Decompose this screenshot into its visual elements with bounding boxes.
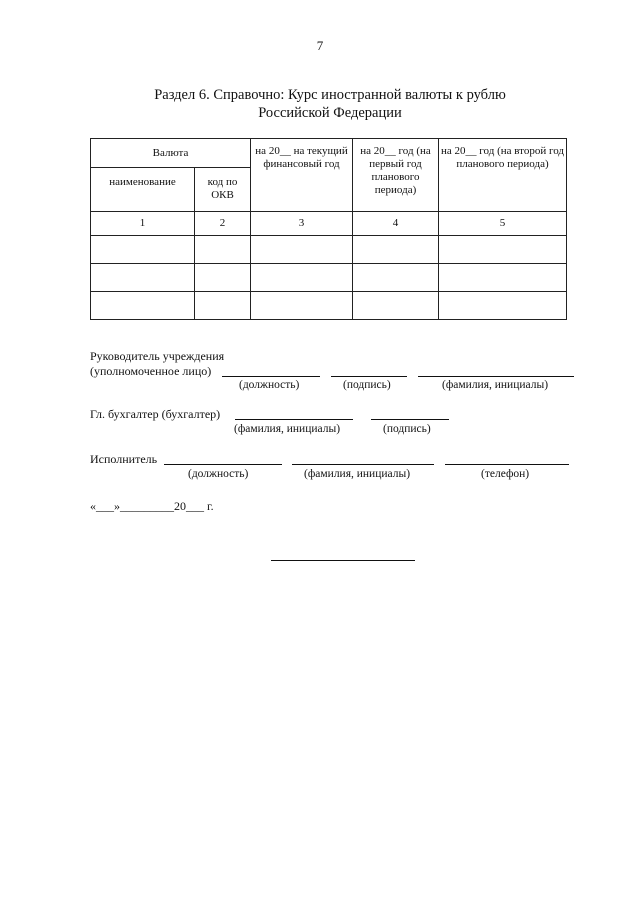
- header-second-plan-year: на 20__ год (на второй год планового периода): [439, 139, 567, 212]
- col-number-2: 2: [195, 212, 251, 236]
- executor-label: Исполнитель: [90, 452, 158, 466]
- section-title: [90, 86, 570, 122]
- authorized-person-label: (уполномоченное лицо): [90, 364, 212, 378]
- col-number-1: 1: [91, 212, 195, 236]
- title-line-2: Российской Федерации: [258, 105, 402, 121]
- caption-name: (фамилия, инициалы): [234, 423, 341, 435]
- caption-name: (фамилия, инициалы): [442, 379, 549, 391]
- header-okv-code: код по ОКВ: [195, 168, 251, 212]
- page-number: 7: [316, 38, 324, 53]
- caption-position: (должность): [239, 379, 300, 391]
- date-line: «___»_________20___ г.: [90, 499, 214, 513]
- executor-phone-line: [445, 464, 569, 465]
- table-row: [91, 292, 567, 320]
- executor-name-line: [292, 464, 434, 465]
- table-row: [91, 264, 567, 292]
- caption-name: (фамилия, инициалы): [304, 468, 411, 480]
- head-position-line: [222, 376, 320, 377]
- closing-separator: [271, 560, 415, 561]
- caption-position: (должность): [188, 468, 249, 480]
- caption-signature: (подпись): [383, 423, 431, 435]
- header-current-year: на 20__ на текущий финансовый год: [251, 139, 353, 212]
- executor-position-line: [164, 464, 282, 465]
- caption-phone: (телефон): [481, 468, 530, 480]
- head-signature-line: [331, 376, 407, 377]
- table-row: [91, 236, 567, 264]
- currency-rate-table: [90, 138, 567, 320]
- chief-accountant-label: Гл. бухгалтер (бухгалтер): [90, 407, 221, 421]
- col-number-4: 4: [353, 212, 439, 236]
- col-number-5: 5: [439, 212, 567, 236]
- head-label: Руководитель учреждения: [90, 349, 225, 363]
- accountant-signature-line: [371, 419, 449, 420]
- header-currency: Валюта: [91, 139, 251, 168]
- header-name: наименование: [91, 168, 195, 212]
- header-first-plan-year: на 20__ год (на первый год планового периода): [353, 139, 439, 212]
- head-name-line: [418, 376, 574, 377]
- table-numbers-row: [91, 212, 567, 236]
- accountant-name-line: [235, 419, 353, 420]
- col-number-3: 3: [251, 212, 353, 236]
- caption-signature: (подпись): [343, 379, 391, 391]
- title-line-1: Раздел 6. Справочно: Курс иностранной валюты к рублю: [154, 87, 506, 103]
